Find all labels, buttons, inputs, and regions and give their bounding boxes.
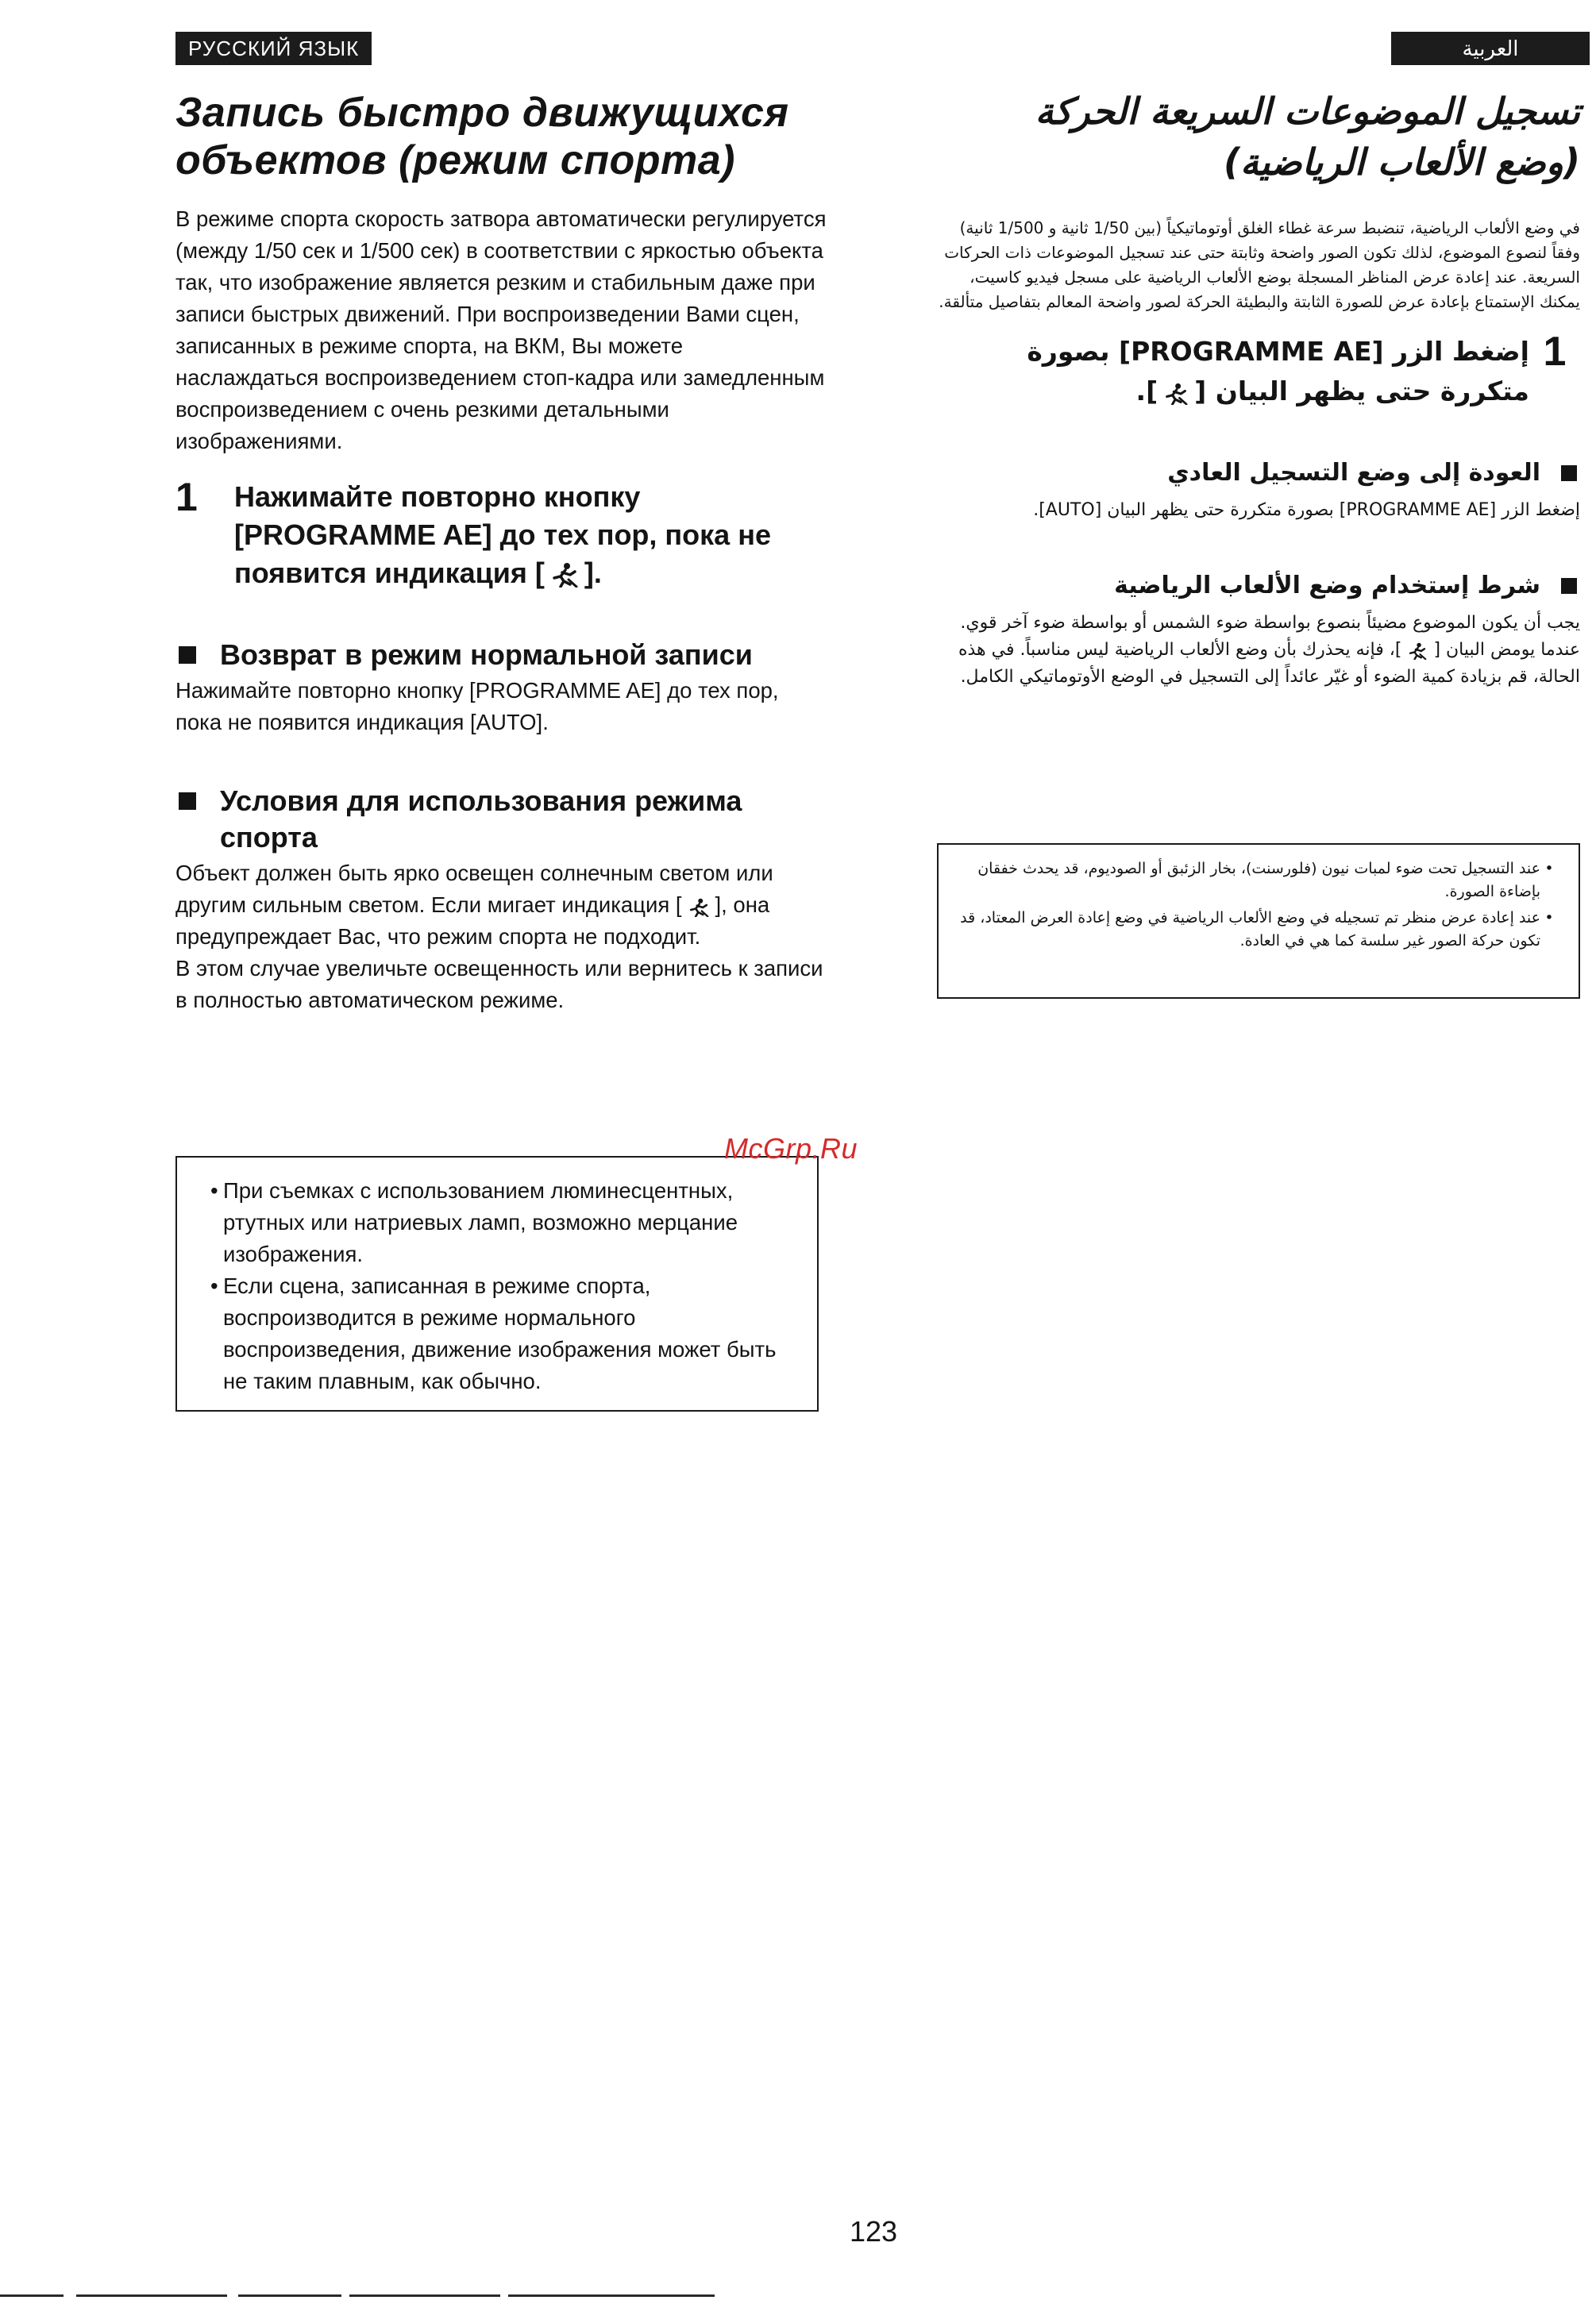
title-line-2: (وضع الألعاب الرياضية) <box>1224 141 1580 183</box>
sports-mode-icon <box>1164 383 1188 405</box>
sports-mode-icon <box>688 898 709 917</box>
note-text: عند إعادة عرض منظر تم تسجيله في وضع الألعاب الرياضية في وضع إعادة العرض المعتاد، قد تكون حركة الصور غير سلسة كما هي في العادة. <box>960 909 1540 950</box>
note-text: عند التسجيل تحت ضوء لمبات نيون (فلورسنت)، بخار الزئبق أو الصوديوم، قد يحدث خفقان بإضاءة الصورة. <box>977 860 1540 900</box>
note-item: • Если сцена, записанная в режиме спорта, воспроизводится в режиме нормального воспроизведения, движение изображения может быть не таким плавным, как обычно. <box>210 1270 793 1397</box>
intro-paragraph: В режиме спорта скорость затвора автоматически регулируется (между 1/50 сек и 1/500 сек) в соответствии с яркостью объекта так, что изображение является резким и стабильным даже при записи быстрых движений. При воспроизведении Вами сцен, записанных в режиме спорта, на ВКМ, Вы можете наслаждаться воспроизведением стоп-кадра или замедленным воспроизведением с очень резкими детальными изображениями. <box>175 206 827 453</box>
section-bullet <box>1561 465 1577 481</box>
step-number: 1 <box>175 475 198 519</box>
step-text-part: إضغط الزر [PROGRAMME AE] بصورة متكررة حتى يظهر البيان [ <box>1027 336 1529 406</box>
body-text-part: ], она предупреждает Вас, что режим спорта не подходит. <box>175 892 770 949</box>
body-text-part: В этом случае увеличьте освещенность или вернитесь к записи в полностью автоматическом режиме. <box>175 956 823 1012</box>
step-1 <box>175 475 827 592</box>
body-text-part: ]، فإنه يحذرك بأن وضع الألعاب الرياضية ليس مناسباً. في هذه الحالة، قم بزيادة كمية الضوء أو غيّر عائداً إلى التسجيل في الوضع الأوتوماتيكي الكامل. <box>958 640 1580 687</box>
step-1-arabic <box>937 329 1580 411</box>
section-heading: شرط إستخدام وضع الألعاب الرياضية <box>1114 572 1540 599</box>
page-number: 123 <box>850 2215 898 2248</box>
note-item: • عند إعادة عرض منظر تم تسجيله في وضع الألعاب الرياضية في وضع إعادة العرض المعتاد، قد تكون حركة الصور غير سلسة كما هي في العادة. <box>959 907 1558 953</box>
title-line-1: Запись быстро движущихся <box>175 90 789 136</box>
section-body <box>175 857 827 1016</box>
note-text: При съемках с использованием люминесцентных, ртутных или натриевых ламп, возможно мерцание изображения. <box>223 1178 738 1266</box>
notes-box-arabic <box>937 843 1580 999</box>
note-text: Если сцена, записанная в режиме спорта, воспроизводится в режиме нормального воспроизведения, движение изображения может быть не таким плавным, как обычно. <box>223 1273 777 1393</box>
body-text-part: Объект должен быть ярко освещен солнечным светом или другим сильным светом. Если мигает индикация [ <box>175 861 773 917</box>
language-tag-russian: РУССКИЙ ЯЗЫК <box>175 32 372 65</box>
section-heading: Условия для использования режима спорта <box>220 784 742 853</box>
section-heading: العودة إلى وضع التسجيل العادي <box>1167 459 1540 487</box>
section-bullet <box>1561 578 1577 594</box>
arabic-column <box>937 86 1580 691</box>
body-text-part: يجب أن يكون الموضوع مضيئاً بنصوع بواسطة ضوء الشمس أو بواسطة ضوء آخر قوي. عندما يومض البيان [ <box>960 613 1580 660</box>
step-instruction <box>234 478 827 592</box>
section-heading: Возврат в режим нормальной записи <box>220 638 753 671</box>
conditions-section-arabic <box>937 568 1580 691</box>
title-line-1: تسجيل الموضوعات السريعة الحركة <box>1035 90 1580 133</box>
step-text-part: Нажимайте повторно кнопку [PROGRAMME AE] до тех пор, пока не появится индикация [ <box>234 480 771 589</box>
step-number: 1 <box>1543 329 1567 375</box>
return-section <box>175 637 827 738</box>
return-section-arabic <box>937 456 1580 524</box>
notes-box-russian <box>175 1156 819 1412</box>
note-item: • عند التسجيل تحت ضوء لمبات نيون (فلورسنت)، بخار الزئبق أو الصوديوم، قد يحدث خفقان بإضاءة الصورة. <box>959 857 1558 903</box>
sports-mode-icon <box>1408 642 1427 660</box>
section-body: Нажимайте повторно кнопку [PROGRAMME AE] до тех пор, пока не появится индикация [AUTO]. <box>175 678 779 734</box>
page-title-arabic <box>937 86 1580 187</box>
footer-crop-marks <box>0 2294 1596 2301</box>
step-instruction <box>937 332 1529 411</box>
sports-mode-icon <box>551 562 578 588</box>
russian-column <box>175 89 827 1016</box>
language-tag-arabic: العربية <box>1391 32 1590 65</box>
step-text-part: ]. <box>584 557 602 589</box>
note-item: • При съемках с использованием люминесцентных, ртутных или натриевых ламп, возможно мерцание изображения. <box>210 1175 793 1270</box>
page-title-russian <box>175 89 827 184</box>
section-body <box>937 610 1580 691</box>
section-body: إضغط الزر [PROGRAMME AE] بصورة متكررة حتى يظهر البيان [AUTO]. <box>1033 500 1580 520</box>
step-text-part: ]. <box>1135 376 1158 406</box>
intro-paragraph-arabic: في وضع الألعاب الرياضية، تنضبط سرعة غطاء الغلق أوتوماتيكياً (بين 1/50 ثانية و 1/500 ثانية) وفقاً لنصوع الموضوع، لذلك تكون الصور واضحة وثابتة حتى عند تسجيل الموضوعات ذات الحركات السريعة. عند إعادة عرض المناظر المسجلة بوضع الألعاب الرياضية على مسجل فيديو كاسيت، يمكنك الإستمتاع بإعادة عرض للصورة الثابتة والبطيئة الحركة لصور واضحة المعالم بتفاصيل متألقة. <box>939 218 1580 311</box>
title-line-2: объектов (режим спорта) <box>175 137 735 183</box>
conditions-section <box>175 783 827 1016</box>
section-bullet <box>179 646 196 664</box>
watermark: McGrp.Ru <box>724 1132 858 1165</box>
section-bullet <box>179 792 196 810</box>
